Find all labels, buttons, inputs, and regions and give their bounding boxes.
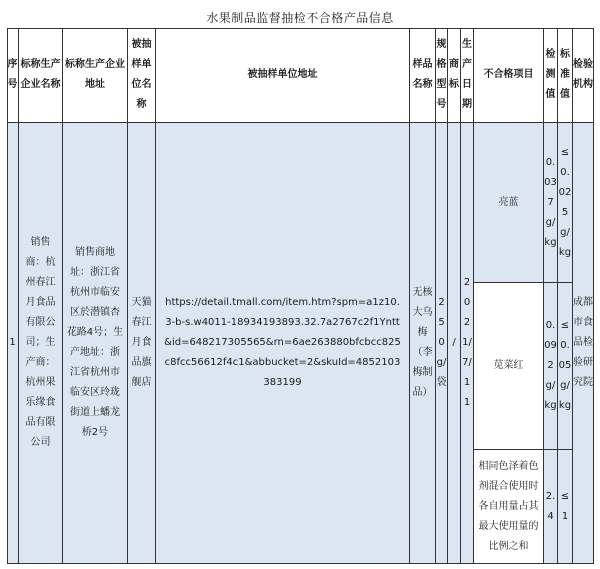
- item-name: 相同色泽着色剂混合使用时各自用量占其最大使用量的比例之和: [474, 450, 544, 564]
- header-standard-value: 标准值: [558, 28, 573, 123]
- header-testing-agency: 检验机构: [573, 28, 594, 123]
- row-spec: 250g/袋: [436, 123, 448, 564]
- item-standard-value: ≤1: [558, 450, 573, 564]
- unqualified-products-table: [7, 28, 594, 564]
- header-production-date: 生产日期: [461, 28, 474, 123]
- row-seq: 1: [7, 123, 19, 564]
- row-sampled-address-link[interactable]: https://detail.tmall.com/item.htm?spm=a1z10.3-b-s.w4011-18934193893.32.7a2767c2f1Yntt&id=648217305565&rn=6ae263880bfcbcc825c8fcc56612f4c1&abbucket=2&skuId=4852103383199: [156, 123, 410, 564]
- header-sampled-address: 被抽样单位地址: [156, 28, 410, 123]
- row-producer: 销售商：杭州春江月食品有限公司；生产商：杭州果乐缘食品有限公司: [19, 123, 63, 564]
- item-test-value: 2.4: [544, 450, 558, 564]
- header-test-value: 检测值: [544, 28, 558, 123]
- item-standard-value: ≤0.05g/kg: [558, 283, 573, 450]
- item-standard-value: ≤0.025g/kg: [558, 123, 573, 283]
- item-name: 苋菜红: [474, 283, 544, 450]
- item-test-value: 0.092g/kg: [544, 283, 558, 450]
- row-production-date: 2021/7/11: [461, 123, 474, 564]
- header-producer: 标称生产企业名称: [19, 28, 63, 123]
- row-testing-agency: 成都市食品检验研究院: [573, 123, 594, 564]
- header-brand: 商标: [448, 28, 461, 123]
- row-sampled-unit: 天猫春江月食品旗舰店: [128, 123, 156, 564]
- row-producer-address: 销售商地址：浙江省杭州市临安区於潜镇杏花路4号；生产地址：浙江省杭州市临安区玲珑街道上蟠龙桥2号: [63, 123, 128, 564]
- row-sample-name: 无核大乌梅（李梅制品）: [410, 123, 436, 564]
- header-sampled-unit: 被抽样单位名称: [128, 28, 156, 123]
- item-test-value: 0.037g/kg: [544, 123, 558, 283]
- header-seq: 序号: [7, 28, 19, 123]
- page-title: 水果制品监督抽检不合格产品信息: [206, 11, 394, 25]
- header-sample-name: 样品名称: [410, 28, 436, 123]
- header-producer-address: 标称生产企业地址: [63, 28, 128, 123]
- header-unqualified-item: 不合格项目: [474, 28, 544, 123]
- header-spec: 规格型号: [436, 28, 448, 123]
- item-name: 亮蓝: [474, 123, 544, 283]
- row-brand: /: [448, 123, 461, 564]
